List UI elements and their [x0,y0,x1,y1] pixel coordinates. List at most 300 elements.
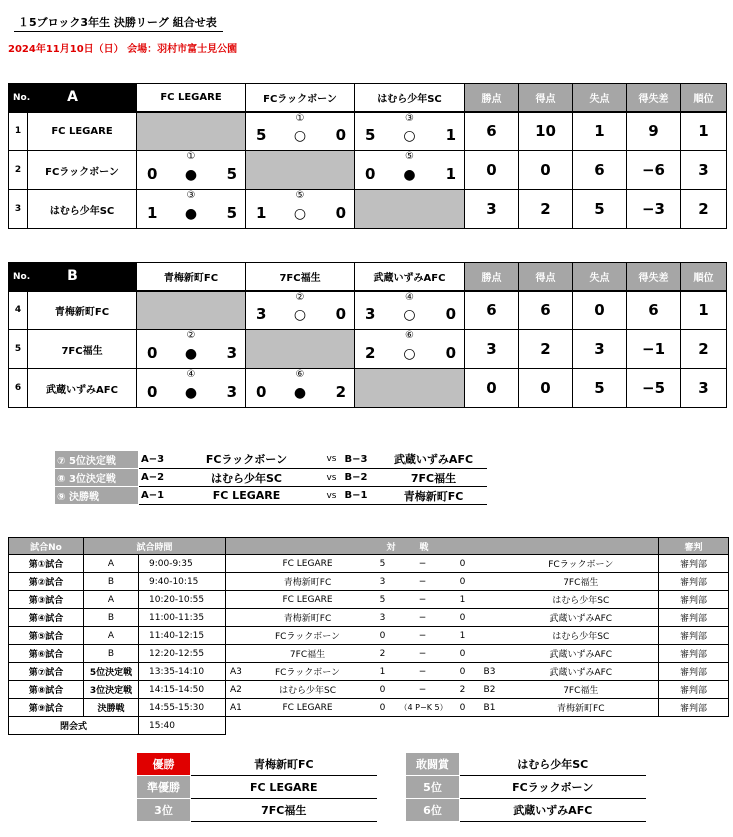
away-code: B−3 [343,451,381,469]
no-header: No. [13,272,31,282]
match-group: B [84,645,139,663]
match-result-cell [246,291,355,330]
win-mark: ○ [293,128,307,144]
table-row [9,112,727,151]
match-number: ① [186,151,196,162]
rank-label: 優勝 [137,753,191,776]
stat-goals-for: 2 [519,330,573,369]
table-row [9,369,727,408]
home-team: はむら少年SC [250,681,366,699]
away-code: B−1 [343,487,381,505]
away-code [480,645,504,663]
match-time: 13:35-14:10 [139,663,226,681]
stat-rank: 1 [681,291,727,330]
home-team: 7FC福生 [250,645,366,663]
score-own: 1 [256,204,267,222]
list-item [406,799,646,822]
column-team: 7FC福生 [246,263,355,291]
table-row [9,555,729,573]
score-opp: 0 [445,344,457,362]
score-separator: − [400,591,446,609]
list-item [137,753,377,776]
stat-rank: 2 [681,330,727,369]
away-team: 7FC福生 [504,573,659,591]
win-mark: ○ [403,307,416,323]
match-no: 第①試合 [9,555,84,573]
group-b-league-table [8,262,727,408]
stat-goal-diff: −6 [627,151,681,190]
match-result-cell [355,291,465,330]
no-header: No. [13,93,31,103]
diagonal-cell [137,291,246,330]
team-name: はむら少年SC [28,190,137,229]
away-score: 0 [446,663,480,681]
match-label: ⑧ 3位決定戦 [55,469,139,487]
score-separator: − [400,663,446,681]
rank-team: 武蔵いずみAFC [460,799,646,822]
home-code: A1 [226,699,250,717]
home-code: A2 [226,681,250,699]
away-team: 7FC福生 [504,681,659,699]
team-no: 3 [9,190,28,229]
rank-label: 3位 [137,799,191,822]
stat-points: 6 [465,291,519,330]
match-result-cell [355,330,465,369]
stat-goals-against: 5 [573,369,627,408]
home-code [226,609,250,627]
match-number: ⑤ [405,151,414,162]
match-time: 14:55-15:30 [139,699,226,717]
home-team: FCラックボーン [250,663,366,681]
stat-header-goal-diff: 得失差 [627,263,681,291]
match-number: ② [295,291,305,303]
match-group: B [84,609,139,627]
stat-goal-diff: −3 [627,190,681,229]
match-number: ① [295,112,305,124]
score-opp: 2 [335,383,347,401]
away-score: 0 [446,699,480,717]
team-no: 5 [9,330,28,369]
match-no: 第③試合 [9,591,84,609]
home-score: 0 [366,681,400,699]
stat-header-rank: 順位 [681,84,727,112]
final-results-right [405,752,646,822]
stat-header-goals-for: 得点 [519,263,573,291]
table-row [9,190,727,229]
diagonal-cell [137,112,246,151]
table-row [9,151,727,190]
stat-goals-for: 0 [519,151,573,190]
rank-label: 6位 [406,799,460,822]
match-result-cell [137,151,246,190]
match-result-cell [246,112,355,151]
score-opp: 0 [445,305,457,323]
match-no: 第②試合 [9,573,84,591]
home-team: FC LEGARE [250,699,366,717]
away-code: B3 [480,663,504,681]
list-item [137,776,377,799]
list-item [406,753,646,776]
match-group: 5位決定戦 [84,663,139,681]
home-score: 5 [366,591,400,609]
rank-team: FCラックボーン [460,776,646,799]
referee: 審判部 [659,681,729,699]
home-team: 青梅新町FC [250,573,366,591]
loss-mark: ● [293,385,307,401]
home-code: A−1 [139,487,173,505]
placement-matches [54,450,487,505]
group-a-league-table [8,83,727,229]
match-number: ③ [405,112,414,124]
score-separator: − [400,573,446,591]
match-result-cell [137,330,246,369]
away-team: 武蔵いずみAFC [504,645,659,663]
away-score: 2 [446,681,480,699]
award-label: 敢闘賞 [406,753,460,776]
match-no: 第④試合 [9,609,84,627]
away-code [480,573,504,591]
loss-mark: ● [184,167,198,183]
stat-goals-for: 2 [519,190,573,229]
stat-goal-diff: 6 [627,291,681,330]
away-team: 武蔵いずみAFC [504,609,659,627]
home-score: 2 [366,645,400,663]
stat-goals-for: 0 [519,369,573,408]
score-opp: 3 [226,383,238,401]
score-opp: 5 [226,204,237,222]
score-own: 5 [365,126,376,144]
empty-cell [226,717,729,735]
stat-goal-diff: 9 [627,112,681,151]
column-team: 武蔵いずみAFC [355,263,465,291]
stat-goal-diff: −5 [627,369,681,408]
referee: 審判部 [659,591,729,609]
score-own: 3 [256,305,267,323]
closing-time: 15:40 [139,717,226,735]
away-team: 武蔵いずみAFC [381,451,487,469]
header-match-no: 試合No [9,538,84,555]
referee: 審判部 [659,663,729,681]
stat-header-goal-diff: 得失差 [627,84,681,112]
score-own: 3 [365,305,376,323]
match-group: A [84,591,139,609]
home-score: 3 [366,609,400,627]
home-team: FC LEGARE [250,591,366,609]
table-row [9,699,729,717]
stat-goals-against: 3 [573,330,627,369]
stat-rank: 3 [681,151,727,190]
table-row [9,291,727,330]
match-number: ④ [405,291,414,303]
away-team: FCラックボーン [504,555,659,573]
match-time: 14:15-14:50 [139,681,226,699]
stat-rank: 1 [681,112,727,151]
stat-header-goals-for: 得点 [519,84,573,112]
column-team: 青梅新町FC [137,263,246,291]
column-team: FCラックボーン [246,84,355,112]
score-separator: − [400,627,446,645]
away-code [480,609,504,627]
header-time: 試合時間 [84,538,226,555]
final-results-left [136,752,377,822]
score-separator: − [400,645,446,663]
team-no: 4 [9,291,28,330]
score-own: 0 [147,383,158,401]
closing-label: 閉会式 [9,717,139,735]
away-team: 武蔵いずみAFC [504,663,659,681]
match-group: 3位決定戦 [84,681,139,699]
event-date-venue: 2024年11月10日（日） 会場：羽村市富士見公園 [8,44,238,55]
match-result-cell [246,190,355,229]
column-team: FC LEGARE [137,84,246,112]
match-group: A [84,555,139,573]
referee: 審判部 [659,627,729,645]
rank-label: 5位 [406,776,460,799]
closing-ceremony-row [9,717,729,735]
rank-team: FC LEGARE [191,776,377,799]
match-number: ③ [186,190,196,201]
stat-points: 6 [465,112,519,151]
home-score: 5 [366,555,400,573]
home-team: FC LEGARE [250,555,366,573]
header-sen: 戦 [400,538,659,555]
away-code: B1 [480,699,504,717]
win-mark: ○ [403,128,416,144]
home-team: FC LEGARE [173,487,321,505]
list-item [55,469,487,487]
match-result-cell [355,151,465,190]
home-team: 青梅新町FC [250,609,366,627]
match-result-cell [137,190,246,229]
score-separator: − [400,609,446,627]
match-no: 第⑧試合 [9,681,84,699]
score-own: 0 [365,165,376,183]
home-code: A3 [226,663,250,681]
score-separator: − [400,681,446,699]
score-opp: 5 [226,165,237,183]
match-group: 決勝戦 [84,699,139,717]
stat-header-points: 勝点 [465,84,519,112]
score-opp: 3 [226,344,238,362]
header-referee: 審判 [659,538,729,555]
group-b-header [9,263,137,291]
home-code [226,555,250,573]
list-item [406,776,646,799]
rank-team: 青梅新町FC [191,753,377,776]
stat-header-points: 勝点 [465,263,519,291]
home-score: 1 [366,663,400,681]
team-name: FCラックボーン [28,151,137,190]
match-number: ⑤ [295,190,305,201]
stat-goals-against: 5 [573,190,627,229]
match-time: 11:40-12:15 [139,627,226,645]
away-score: 0 [446,555,480,573]
match-number: ⑥ [295,369,305,380]
home-code [226,627,250,645]
score-opp: 0 [335,204,346,222]
stat-goals-against: 6 [573,151,627,190]
home-score: 0 [366,627,400,645]
score-own: 0 [147,165,158,183]
match-number: ② [186,330,196,341]
table-row [9,645,729,663]
win-mark: ○ [293,206,307,222]
referee: 審判部 [659,645,729,663]
stat-points: 3 [465,330,519,369]
match-time: 12:20-12:55 [139,645,226,663]
stat-goals-against: 0 [573,291,627,330]
stat-points: 3 [465,190,519,229]
score-own: 2 [365,344,376,362]
score-own: 0 [256,383,267,401]
team-name: FC LEGARE [28,112,137,151]
referee: 審判部 [659,609,729,627]
group-name: A [67,89,78,106]
team-name: 武蔵いずみAFC [28,369,137,408]
match-no: 第⑥試合 [9,645,84,663]
stat-header-goals-against: 失点 [573,263,627,291]
match-time: 11:00-11:35 [139,609,226,627]
home-code: A−3 [139,451,173,469]
away-score: 0 [446,573,480,591]
away-score: 0 [446,645,480,663]
stat-rank: 2 [681,190,727,229]
away-score: 1 [446,591,480,609]
header-vs: 対 [226,538,400,555]
team-name: 7FC福生 [28,330,137,369]
match-group: B [84,573,139,591]
pk-result: （4 P−K 5） [400,699,446,717]
rank-label: 準優勝 [137,776,191,799]
page-title: １5ブロック3年生 決勝リーグ 組合せ表 [14,14,223,32]
table-row [9,591,729,609]
match-no: 第⑦試合 [9,663,84,681]
win-mark: ○ [293,307,307,323]
home-team: はむら少年SC [173,469,321,487]
table-row [9,573,729,591]
home-code [226,573,250,591]
home-team: FCラックボーン [250,627,366,645]
team-no: 6 [9,369,28,408]
loss-mark: ● [184,385,198,401]
team-no: 1 [9,112,28,151]
stat-goals-for: 10 [519,112,573,151]
table-row [9,663,729,681]
award-team: はむら少年SC [460,753,646,776]
match-schedule-table [8,537,729,735]
home-code [226,591,250,609]
vs-label: vs [321,469,343,487]
away-score: 0 [446,609,480,627]
away-code: B−2 [343,469,381,487]
list-item [55,451,487,469]
referee: 審判部 [659,555,729,573]
match-number: ⑥ [405,330,414,341]
stat-header-rank: 順位 [681,263,727,291]
away-code [480,627,504,645]
away-team: はむら少年SC [504,591,659,609]
table-row [9,330,727,369]
away-code [480,591,504,609]
stat-rank: 3 [681,369,727,408]
match-time: 9:00-9:35 [139,555,226,573]
match-group: A [84,627,139,645]
away-team: 青梅新町FC [381,487,487,505]
match-no: 第⑤試合 [9,627,84,645]
away-score: 1 [446,627,480,645]
column-team: はむら少年SC [355,84,465,112]
home-score: 3 [366,573,400,591]
home-code: A−2 [139,469,173,487]
table-row [9,627,729,645]
stat-points: 0 [465,369,519,408]
match-label: ⑨ 決勝戦 [55,487,139,505]
score-own: 0 [147,344,158,362]
away-team: 7FC福生 [381,469,487,487]
away-code: B2 [480,681,504,699]
referee: 審判部 [659,699,729,717]
stat-points: 0 [465,151,519,190]
team-no: 2 [9,151,28,190]
match-label: ⑦ 5位決定戦 [55,451,139,469]
referee: 審判部 [659,573,729,591]
table-row [9,609,729,627]
loss-mark: ● [184,206,198,222]
home-code [226,645,250,663]
vs-label: vs [321,487,343,505]
stat-header-goals-against: 失点 [573,84,627,112]
home-score: 0 [366,699,400,717]
score-own: 5 [256,126,267,144]
rank-team: 7FC福生 [191,799,377,822]
list-item [137,799,377,822]
match-result-cell [246,369,355,408]
away-team: はむら少年SC [504,627,659,645]
diagonal-cell [355,190,465,229]
diagonal-cell [246,151,355,190]
loss-mark: ● [184,346,198,362]
score-own: 1 [147,204,158,222]
match-no: 第⑨試合 [9,699,84,717]
stat-goal-diff: −1 [627,330,681,369]
score-opp: 0 [335,305,347,323]
match-result-cell [355,112,465,151]
table-row [9,681,729,699]
win-mark: ○ [403,346,416,362]
diagonal-cell [246,330,355,369]
diagonal-cell [355,369,465,408]
match-time: 9:40-10:15 [139,573,226,591]
score-opp: 1 [445,165,456,183]
score-separator: − [400,555,446,573]
match-time: 10:20-10:55 [139,591,226,609]
vs-label: vs [321,451,343,469]
group-name: B [67,268,78,285]
home-team: FCラックボーン [173,451,321,469]
score-opp: 1 [445,126,456,144]
match-number: ④ [186,369,196,380]
away-team: 青梅新町FC [504,699,659,717]
stat-goals-against: 1 [573,112,627,151]
loss-mark: ● [403,167,416,183]
away-code [480,555,504,573]
list-item [55,487,487,505]
stat-goals-for: 6 [519,291,573,330]
team-name: 青梅新町FC [28,291,137,330]
score-opp: 0 [335,126,346,144]
group-a-header [9,84,137,112]
match-result-cell [137,369,246,408]
